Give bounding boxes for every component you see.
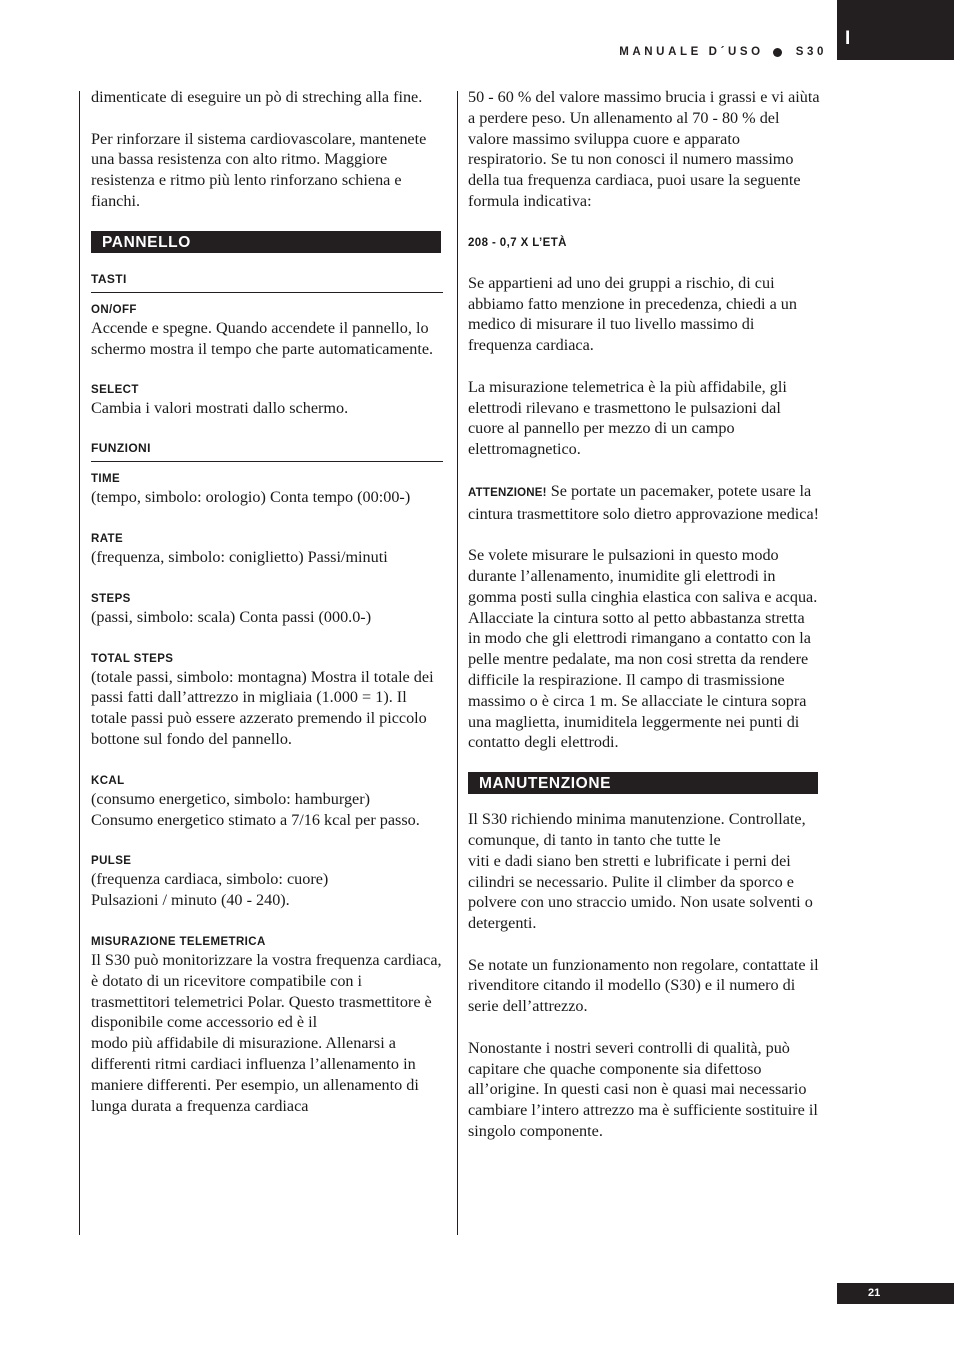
kcal-description: (consumo energetico, simbolo: hamburger) bbox=[91, 789, 371, 808]
attention-paragraph bbox=[468, 481, 820, 525]
running-header bbox=[619, 46, 827, 58]
electrode-paragraph: Se volete misurare le pulsazioni in questo modo durante l’allenamento, inumidite gli elettrodi in gomma posti sulla cinghia elastica con saliva e acqua. Allacciate la cintura sotto al petto abbastanza stretta in modo che gli elettrodi rimangano a contatto con la pelle mentre pedalate, ma non cosi stretta da rendere difficile la respirazione. Il campo di trasmissione massimo o è circa 1 m. Se allacciate le cintura sopra una maglietta, inumiditela leggermente nei punti di contatto degli elettrodi. bbox=[468, 546, 818, 752]
maintenance-paragraph: viti e dadi siano ben stretti e lubrificate i perni dei cilindri se necessario. Pulite il climber da sporco e polvere con uno straccio umido. Non usate solventi o detergenti. bbox=[468, 851, 813, 933]
select-description: Cambia i valori mostrati dallo schermo. bbox=[91, 399, 349, 418]
label-select: SELECT bbox=[91, 384, 139, 397]
model-name: S30 bbox=[795, 46, 827, 58]
rate-description: (frequenza, simbolo: coniglietto) Passi/minuti bbox=[91, 547, 388, 566]
label-telemetry: MISURAZIONE TELEMETRICA bbox=[91, 935, 266, 948]
label-onoff: ON/OFF bbox=[91, 303, 137, 316]
onoff-description: Accende e spegne. Quando accendete il pannello, lo schermo mostra il tempo che parte automaticamente. bbox=[91, 318, 434, 358]
attention-label: ATTENZIONE! bbox=[468, 486, 547, 499]
center-column-rule bbox=[457, 91, 458, 1235]
heart-rate-paragraph: 50 - 60 % del valore massimo brucia i grassi e vi aiùta a perdere peso. Un allenamento al 70 - 80 % del valore massimo sviluppa cuore e apparato respiratorio. Se tu non conosci il numero massimo della tua frequenza cardiaca, puoi usare la seguente formula indicativa: bbox=[468, 88, 820, 210]
risk-group-paragraph: Se appartieni ad uno dei gruppi a rischio, di cui abbiamo fatto menzione in precedenza, chiedi a un medico di misurare il tuo livello massimo di frequenza cardiaca. bbox=[468, 273, 797, 355]
attention-text: Se portate un pacemaker, potete usare la cintura trasmettitore solo dietro approvazione medica! bbox=[468, 481, 820, 523]
section-heading-manutenzione: MANUTENZIONE bbox=[468, 772, 818, 794]
pulse-description: Pulsazioni / minuto (40 - 240). bbox=[91, 891, 290, 910]
total-steps-description: (totale passi, simbolo: montagna) Mostra il totale dei passi fatti dall’attrezzo in migliaia (1.000 = 1). Il totale passi può essere azzerato premendo il piccolo bottone sul fondo del pannello. bbox=[91, 667, 434, 748]
label-kcal: KCAL bbox=[91, 774, 125, 787]
telemetry-paragraph: La misurazione telemetrica è la più affidabile, gli elettrodi rilevano e trasmettono le pulsazioni dal cuore al pannello per mezzo di un campo elettromagnetico. bbox=[468, 377, 787, 459]
section-heading-pannello: PANNELLO bbox=[91, 231, 441, 253]
telemetry-description: Il S30 può monitorizzare la vostra frequenza cardiaca, è dotato di un ricevitore compatibile con i trasmettitori telemetrici Polar. Questo trasmettitore è disponibile come accessorio ed è il bbox=[91, 950, 442, 1032]
label-pulse: PULSE bbox=[91, 855, 132, 868]
language-tab: I bbox=[837, 0, 954, 60]
maintenance-paragraph: Nonostante i nostri severi controlli di qualità, può capitare che quache componente sia difettoso all’origine. In questi casi non è quasi mai necessario cambiare l’intero attrezzo ma è sufficiente sostituire il singolo componente. bbox=[468, 1038, 818, 1141]
label-time: TIME bbox=[91, 473, 121, 486]
pulse-description: (frequenza cardiaca, simbolo: cuore) bbox=[91, 870, 329, 889]
maintenance-paragraph: Il S30 richiendo minima manutenzione. Controllate, comunque, di tanto in tanto che tutte le bbox=[468, 810, 806, 849]
left-column bbox=[91, 87, 443, 1116]
left-column-rule bbox=[79, 91, 80, 1235]
label-steps: STEPS bbox=[91, 592, 131, 605]
label-total-steps: TOTAL STEPS bbox=[91, 652, 174, 665]
formula: 208 - 0,7 X L’ETÀ bbox=[468, 236, 567, 249]
intro-paragraph: Per rinforzare il sistema cardiovascolare, mantenete una bassa resistenza con alto ritmo. Maggiore resistenza e ritmo più lento rinforzano schiena e fianchi. bbox=[91, 129, 427, 210]
right-column bbox=[468, 87, 820, 1142]
steps-description: (passi, simbolo: scala) Conta passi (000.0-) bbox=[91, 607, 372, 626]
telemetry-description: modo più affidabile di misurazione. Allenarsi a differenti ritmi cardiaci influenza l’allenamento in maniere differenti. Per esempio, un allenamento di lunga durata a frequenza cardiaca bbox=[91, 1034, 419, 1115]
maintenance-paragraph: Se notate un funzionamento non regolare, contattate il rivenditore citando il modello (S30) e il numero di serie dell’attrezzo. bbox=[468, 955, 819, 1016]
intro-paragraph: dimenticate di eseguire un pò di streching alla fine. bbox=[91, 88, 423, 106]
subheading-funzioni: FUNZIONI bbox=[91, 441, 443, 462]
time-description: (tempo, simbolo: orologio) Conta tempo (00:00-) bbox=[91, 488, 411, 507]
kcal-description: Consumo energetico stimato a 7/16 kcal per passo. bbox=[91, 810, 420, 829]
manual-title: MANUALE D´USO bbox=[619, 46, 764, 58]
label-rate: RATE bbox=[91, 532, 124, 545]
page-number: 21 bbox=[837, 1283, 954, 1304]
subheading-tasti: TASTI bbox=[91, 272, 443, 293]
bullet-dot-icon bbox=[773, 48, 782, 57]
